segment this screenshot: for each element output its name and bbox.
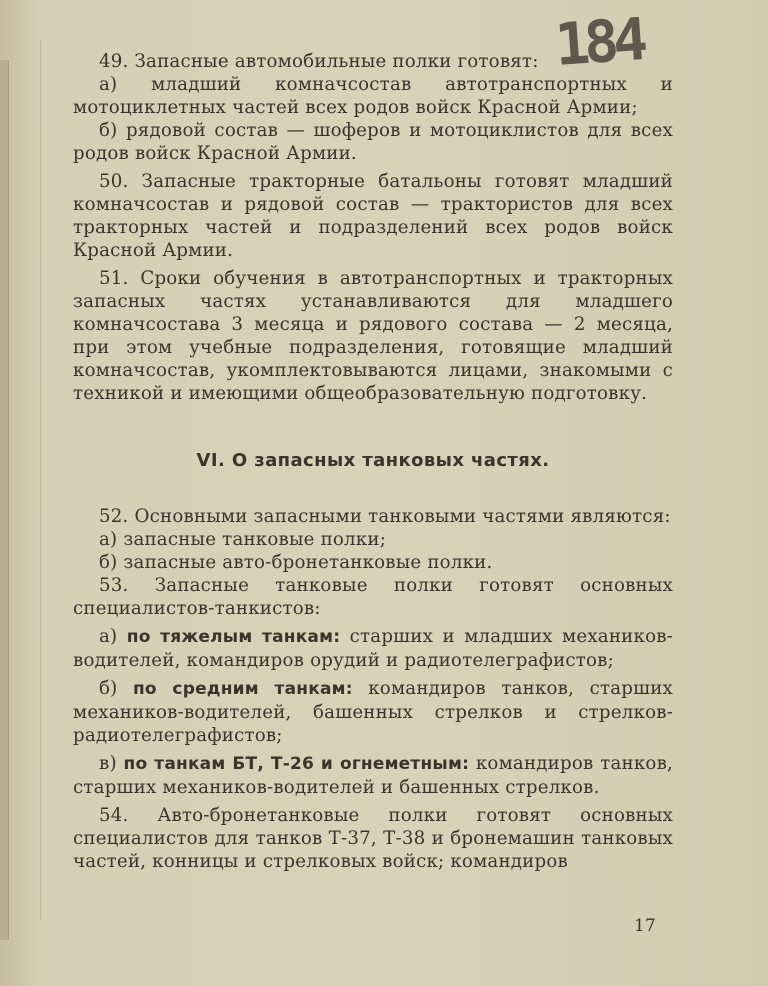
bt-tanks-heading: по танкам БТ, Т-26 и огнеметным:	[123, 754, 470, 774]
medium-tanks-heading: по средним танкам:	[132, 679, 353, 699]
paragraph-49: 49. Запасные автомобильные полки готовят:	[99, 51, 539, 72]
paragraph-52: 52. Основными запасными танковыми частями являются:	[99, 506, 671, 527]
bt-tanks-text: командиров танков, старших механиков-водителей и башенных стрелков.	[73, 753, 673, 798]
paragraph-53a	[73, 625, 673, 672]
handwritten-archive-number: 184	[552, 5, 645, 79]
section-title: VI. О запасных танковых частях.	[196, 450, 550, 471]
item-label-v: в)	[99, 753, 117, 774]
paragraph-50: 50. Запасные тракторные батальоны готовят младший комначсостав и рядовой состав — трактористов для всех тракторных частей и подразделений всех родов войск Красной Армии.	[73, 171, 673, 261]
paragraph-52b: б) запасные авто-бронетанковые полки.	[99, 552, 493, 573]
item-label-a: а)	[99, 626, 118, 647]
paragraph-51: 51. Сроки обучения в автотранспортных и тракторных запасных частях устанавливаются для младшего комначсостава 3 месяца и рядового состава — 2 месяца, при этом учебные подразделения, готовящие младший комначсостав, укомплектовываются лицами, знакомыми с техникой и имеющими общеобразовательную подготовку.	[73, 268, 673, 404]
heavy-tanks-text: старших и младших механиков-водителей, командиров орудий и радиотелеграфистов;	[73, 626, 673, 671]
margin-fold	[40, 40, 41, 920]
paragraph-52a: а) запасные танковые полки;	[99, 529, 387, 550]
paragraph-53c	[73, 752, 673, 799]
medium-tanks-text: командиров танков, старших механиков-водителей, башенных стрелков и стрелков-радиотелеграфистов;	[73, 678, 674, 746]
paragraph-54: 54. Авто-бронетанковые полки готовят основных специалистов для танков Т-37, Т-38 и бронемашин танковых частей, конницы и стрелковых войск; командиров	[73, 805, 673, 872]
item-label-b: б)	[99, 678, 118, 699]
paragraph-53: 53. Запасные танковые полки готовят основных специалистов-танкистов:	[73, 575, 673, 619]
page-left-edge	[0, 60, 9, 940]
paragraph-49b: б) рядовой состав — шоферов и мотоциклистов для всех родов войск Красной Армии.	[73, 120, 673, 164]
paragraph-49a: а) младший комначсостав автотранспортных и мотоциклетных частей всех родов войск Красной Армии;	[73, 74, 673, 118]
document-body	[73, 50, 673, 873]
heavy-tanks-heading: по тяжелым танкам:	[126, 627, 341, 647]
paragraph-53b	[73, 677, 673, 747]
page-number: 17	[634, 916, 656, 936]
